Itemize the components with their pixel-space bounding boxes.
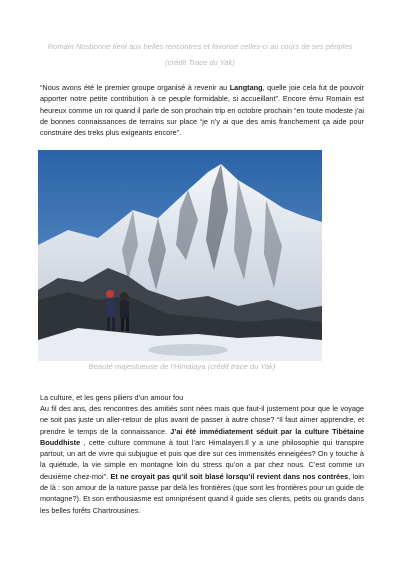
section-subtitle: La culture, et les gens piliers d’un amour fou: [40, 393, 184, 402]
quote-text-2: , quelle joie cela fut de pouvoir apporter notre petite contribution à ce peuple formidable, si accueillant”. Encore ému Romain est heureux comme un roi quand il parle de son prochain trip en octobre prochain “en toute modeste j’ai de bonnes connaissances de terrains sur place “je n’y ai que des amis franchement ça aide pour construire des treks plus exigeants encore”.: [40, 83, 364, 138]
body-bold-1: J’ai été immédiatement séduit par la culture Tibétaine Bouddhiste: [40, 426, 364, 447]
body-bold-2: Et ne croyait pas qu’il soit blasé lorsqu’il revient dans nos contrées: [110, 471, 349, 481]
body-text-1: Au fil des ans, des rencontres des amitiés sont nées mais que faut-il justement pour que le voyage ne soit pas juste un aller-retour de plus avant de passer à autre chose? “Il faut aimer apprendre, et prendre le temps de la connaissance.: [40, 404, 364, 436]
body-paragraph: [40, 403, 364, 516]
quote-text-1: “Nous avons été le premier groupe organisé à revenir au: [40, 83, 230, 92]
himalaya-photo: [38, 150, 322, 361]
himalaya-photo-illustration: [38, 150, 322, 361]
body-text-2: , cette culture commune à tout l’arc Himalayen.Il y a une philosophie qui transpire partout, un art de vivre qui subjugue et puis que dire sur ces immensités enneigées? On y touche à la quiétude, la vie simple en montagne loin du stress qu’on a par chez nous. C’est comme un deuxième chez-moi”.: [40, 437, 364, 481]
quote-bold-langtang: Langtang: [229, 83, 263, 92]
top-photo-caption: Romain Nosbonne tient aux belles rencontres et favorise celles-ci au cours de ses périples (crédit Trace du Yak): [47, 42, 353, 67]
body-text-3: , loin de là : son amour de la nature passe par delà les frontières (que sont les frontières pour un guide de montagne?). Et son enthousiasme est omniprésent quand il guide ses clients, petits ou grands dans les belles forêts Chartrousines.: [40, 471, 364, 515]
photo-caption: Beauté majestueuse de l’Himalaya (crédit trace du Yak): [88, 362, 276, 371]
quote-paragraph: [40, 82, 364, 138]
